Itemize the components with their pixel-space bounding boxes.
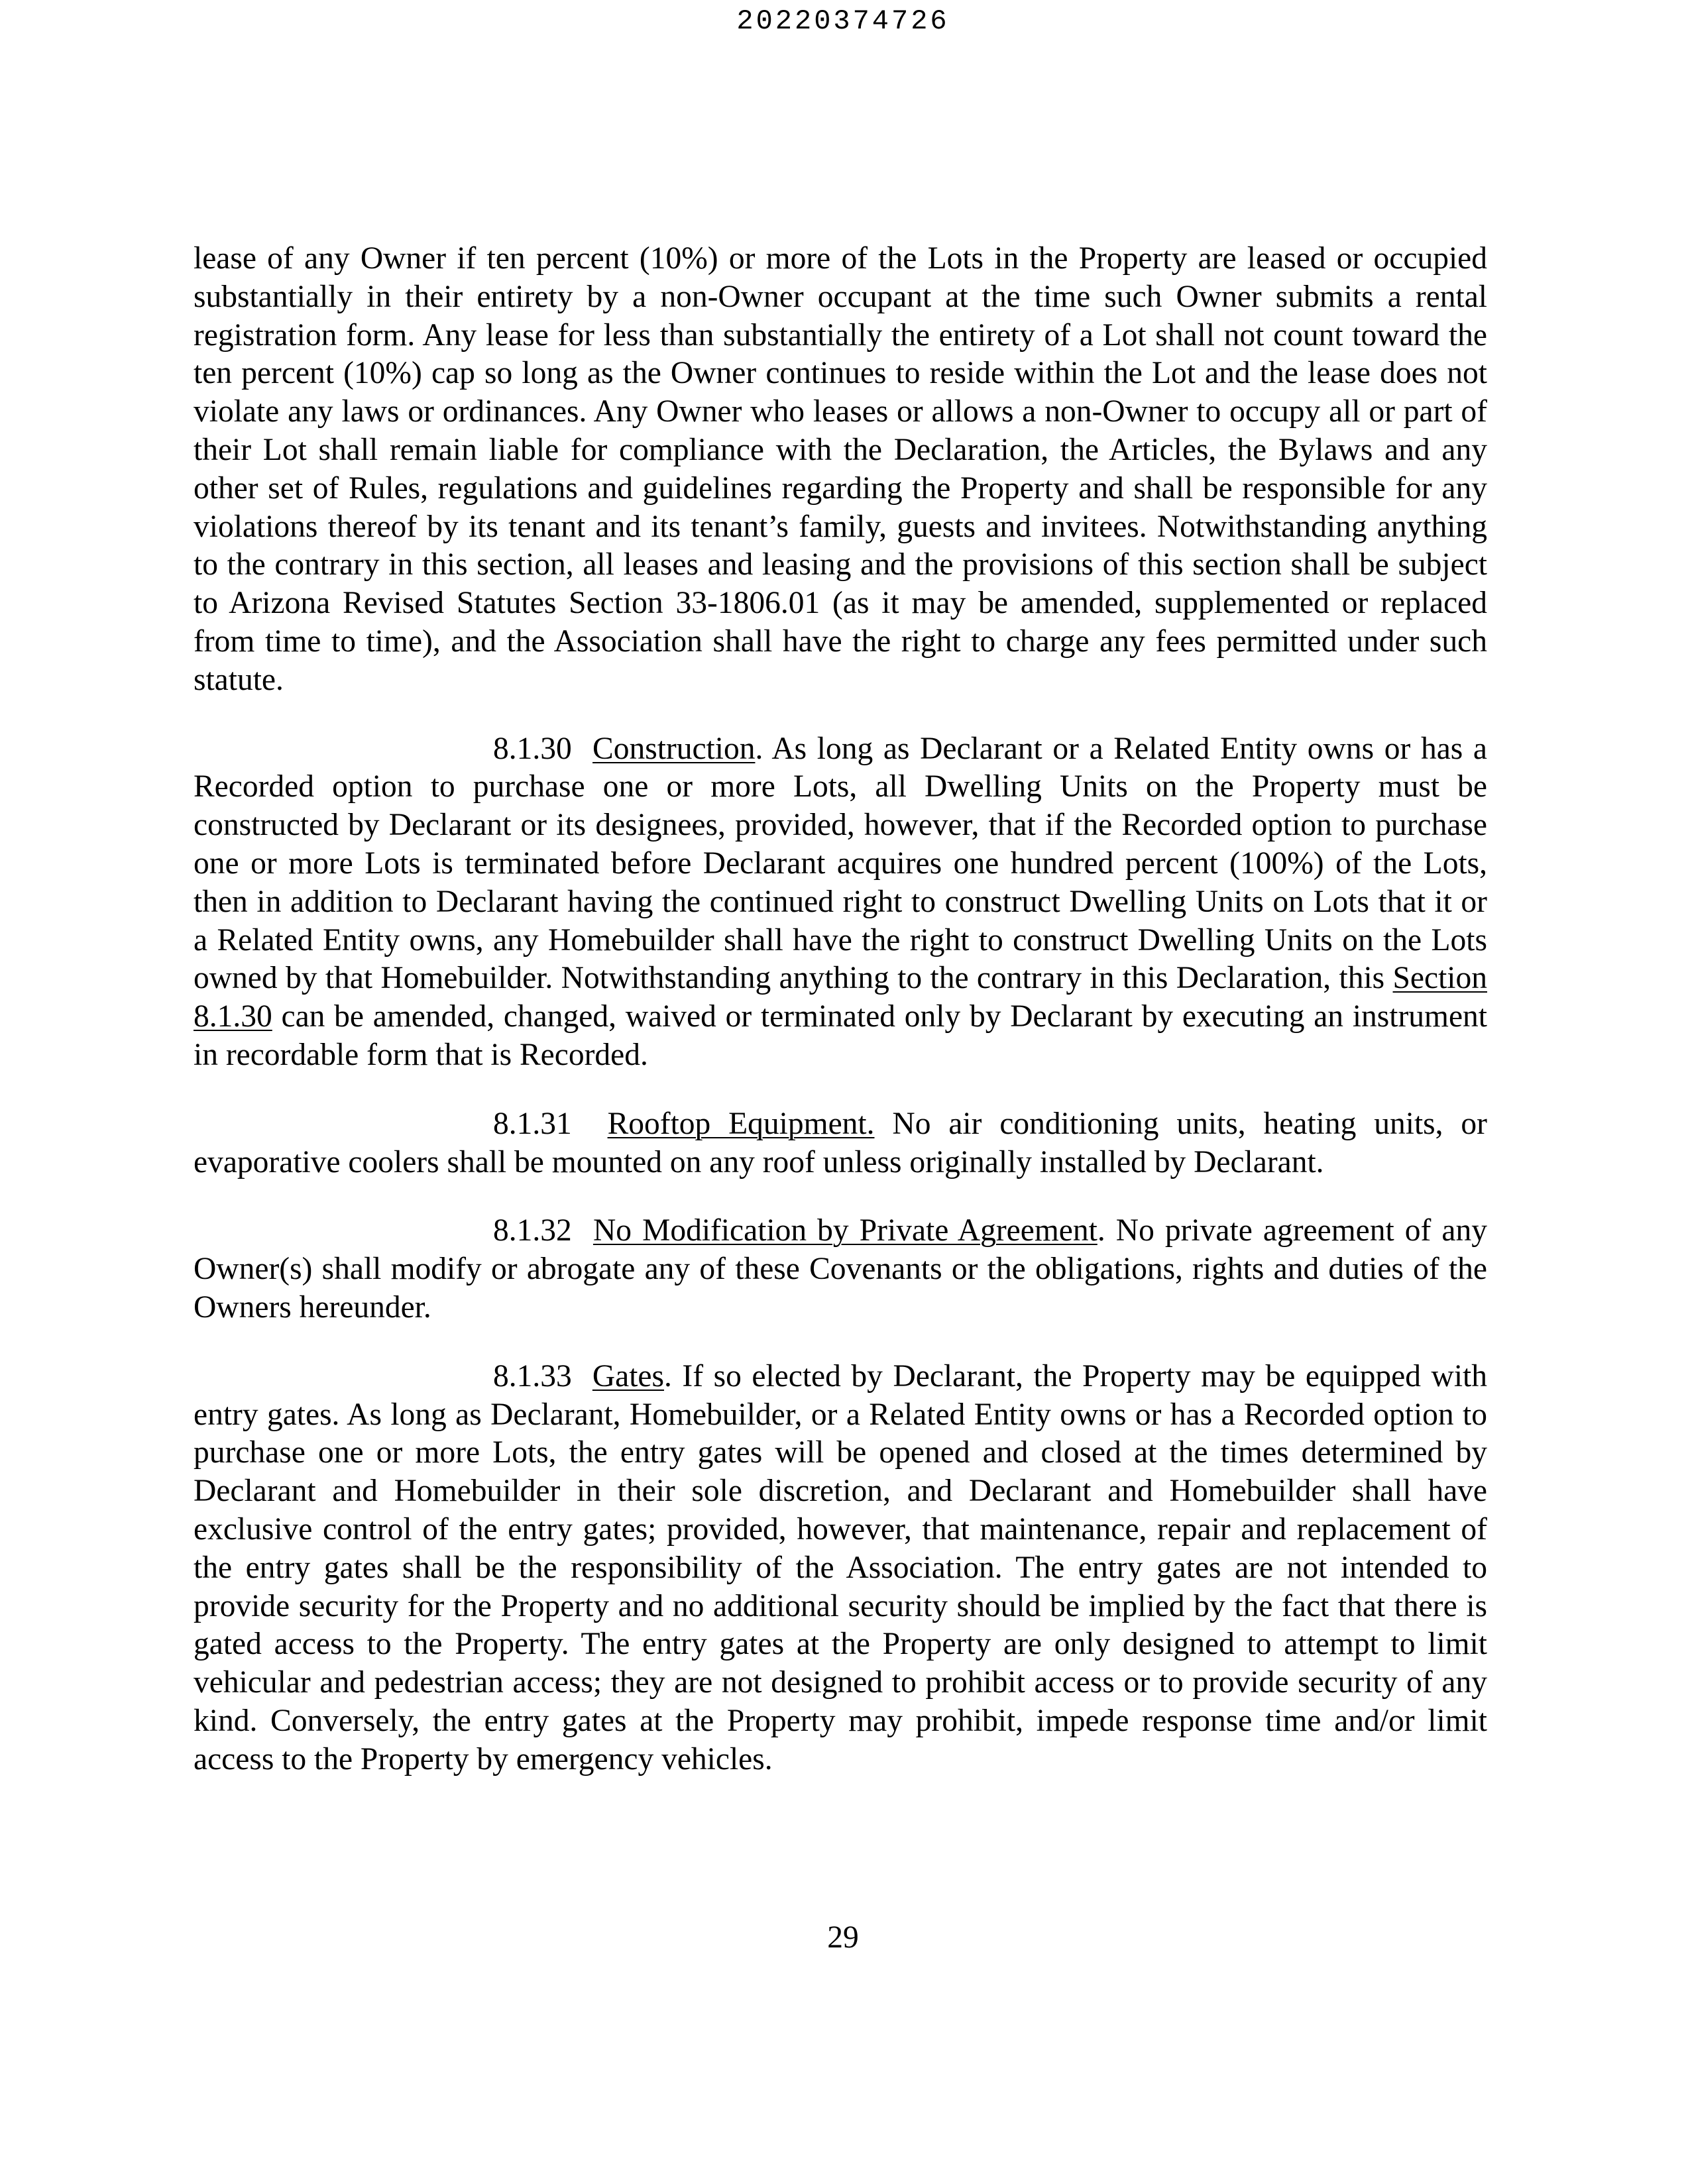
paragraph-lease-continuation xyxy=(194,240,1487,700)
section-text: No air conditioning units, heating units, or evaporative coolers shall be mounted on any roof unless originally installed by Declarant. xyxy=(194,1106,1487,1179)
document-body xyxy=(194,240,1487,1809)
section-heading: No Modification by Private Agreement xyxy=(592,1213,1097,1248)
section-number: 8.1.30 xyxy=(493,731,572,766)
section-number: 8.1.32 xyxy=(493,1213,572,1248)
page-number: 29 xyxy=(827,1920,859,1955)
section-number: 8.1.33 xyxy=(493,1358,572,1393)
section-number: 8.1.31 xyxy=(493,1106,572,1141)
section-8-1-32 xyxy=(194,1212,1487,1327)
section-text: . As long as Declarant or a Related Entity owns or has a Recorded option to purchase one or more Lots, all Dwelling Units on the Property must be constructed by Declarant or its designees, provided, however, that if the Recorded option to purchase one or more Lots is terminated before Declarant acquires one hundred percent (100%) of the Lots, then in addition to Declarant having the continued right to construct Dwelling Units on Lots that it or a Related Entity owns, any Homebuilder shall have the right to construct Dwelling Units on the Lots owned by that Homebuilder. Notwithstanding anything to the contrary in this Declaration, this xyxy=(194,731,1487,996)
section-reference: Section 8.1.30 xyxy=(194,961,1487,1034)
section-text: . No private agreement of any Owner(s) shall modify or abrogate any of these Covenants or the obligations, rights and duties of the Owners hereunder. xyxy=(194,1213,1488,1325)
section-text: . If so elected by Declarant, the Property may be equipped with entry gates. As long as Declarant, Homebuilder, or a Related Entity owns or has a Recorded option to purchase one or more Lots, the entry gates will be opened and closed at the times determined by Declarant and Homebuilder in their sole discretion, and Declarant and Homebuilder shall have exclusive control of the entry gates; provided, however, that maintenance, repair and replacement of the entry gates shall be the responsibility of the Association. The entry gates are not intended to provide security for the Property and no additional security should be implied by the fact that there is gated access to the Property. The entry gates at the Property are only designed to attempt to limit vehicular and pedestrian access; they are not designed to prohibit access or to provide security of any kind. Conversely, the entry gates at the Property may prohibit, impede response time and/or limit access to the Property by emergency vehicles. xyxy=(194,1358,1487,1776)
section-8-1-31 xyxy=(194,1105,1487,1182)
section-heading: Gates xyxy=(592,1358,664,1393)
document-number: 20220374726 xyxy=(736,5,950,37)
section-8-1-33 xyxy=(194,1358,1487,1779)
section-text-continued: can be amended, changed, waived or terminated only by Declarant by executing an instrument in recordable form that is Recorded. xyxy=(194,999,1487,1072)
section-8-1-30 xyxy=(194,730,1487,1075)
section-heading: Rooftop Equipment. xyxy=(607,1106,875,1141)
section-heading: Construction xyxy=(592,731,756,766)
paragraph-text: lease of any Owner if ten percent (10%) or more of the Lots in the Property are leased or occupied substantially in their entirety by a non-Owner occupant at the time such Owner submits a rental registration form. Any lease for less than substantially the entirety of a Lot shall not count toward the ten percent (10%) cap so long as the Owner continues to reside within the Lot and the lease does not violate any laws or ordinances. Any Owner who leases or allows a non-Owner to occupy all or part of their Lot shall remain liable for compliance with the Declaration, the Articles, the Bylaws and any other set of Rules, regulations and guidelines regarding the Property and shall be responsible for any violations thereof by its tenant and its tenant’s family, guests and invitees. Notwithstanding anything to the contrary in this section, all leases and leasing and the provisions of this section shall be subject to Arizona Revised Statutes Section 33-1806.01 (as it may be amended, supplemented or replaced from time to time), and the Association shall have the right to charge any fees permitted under such statute. xyxy=(194,241,1487,697)
